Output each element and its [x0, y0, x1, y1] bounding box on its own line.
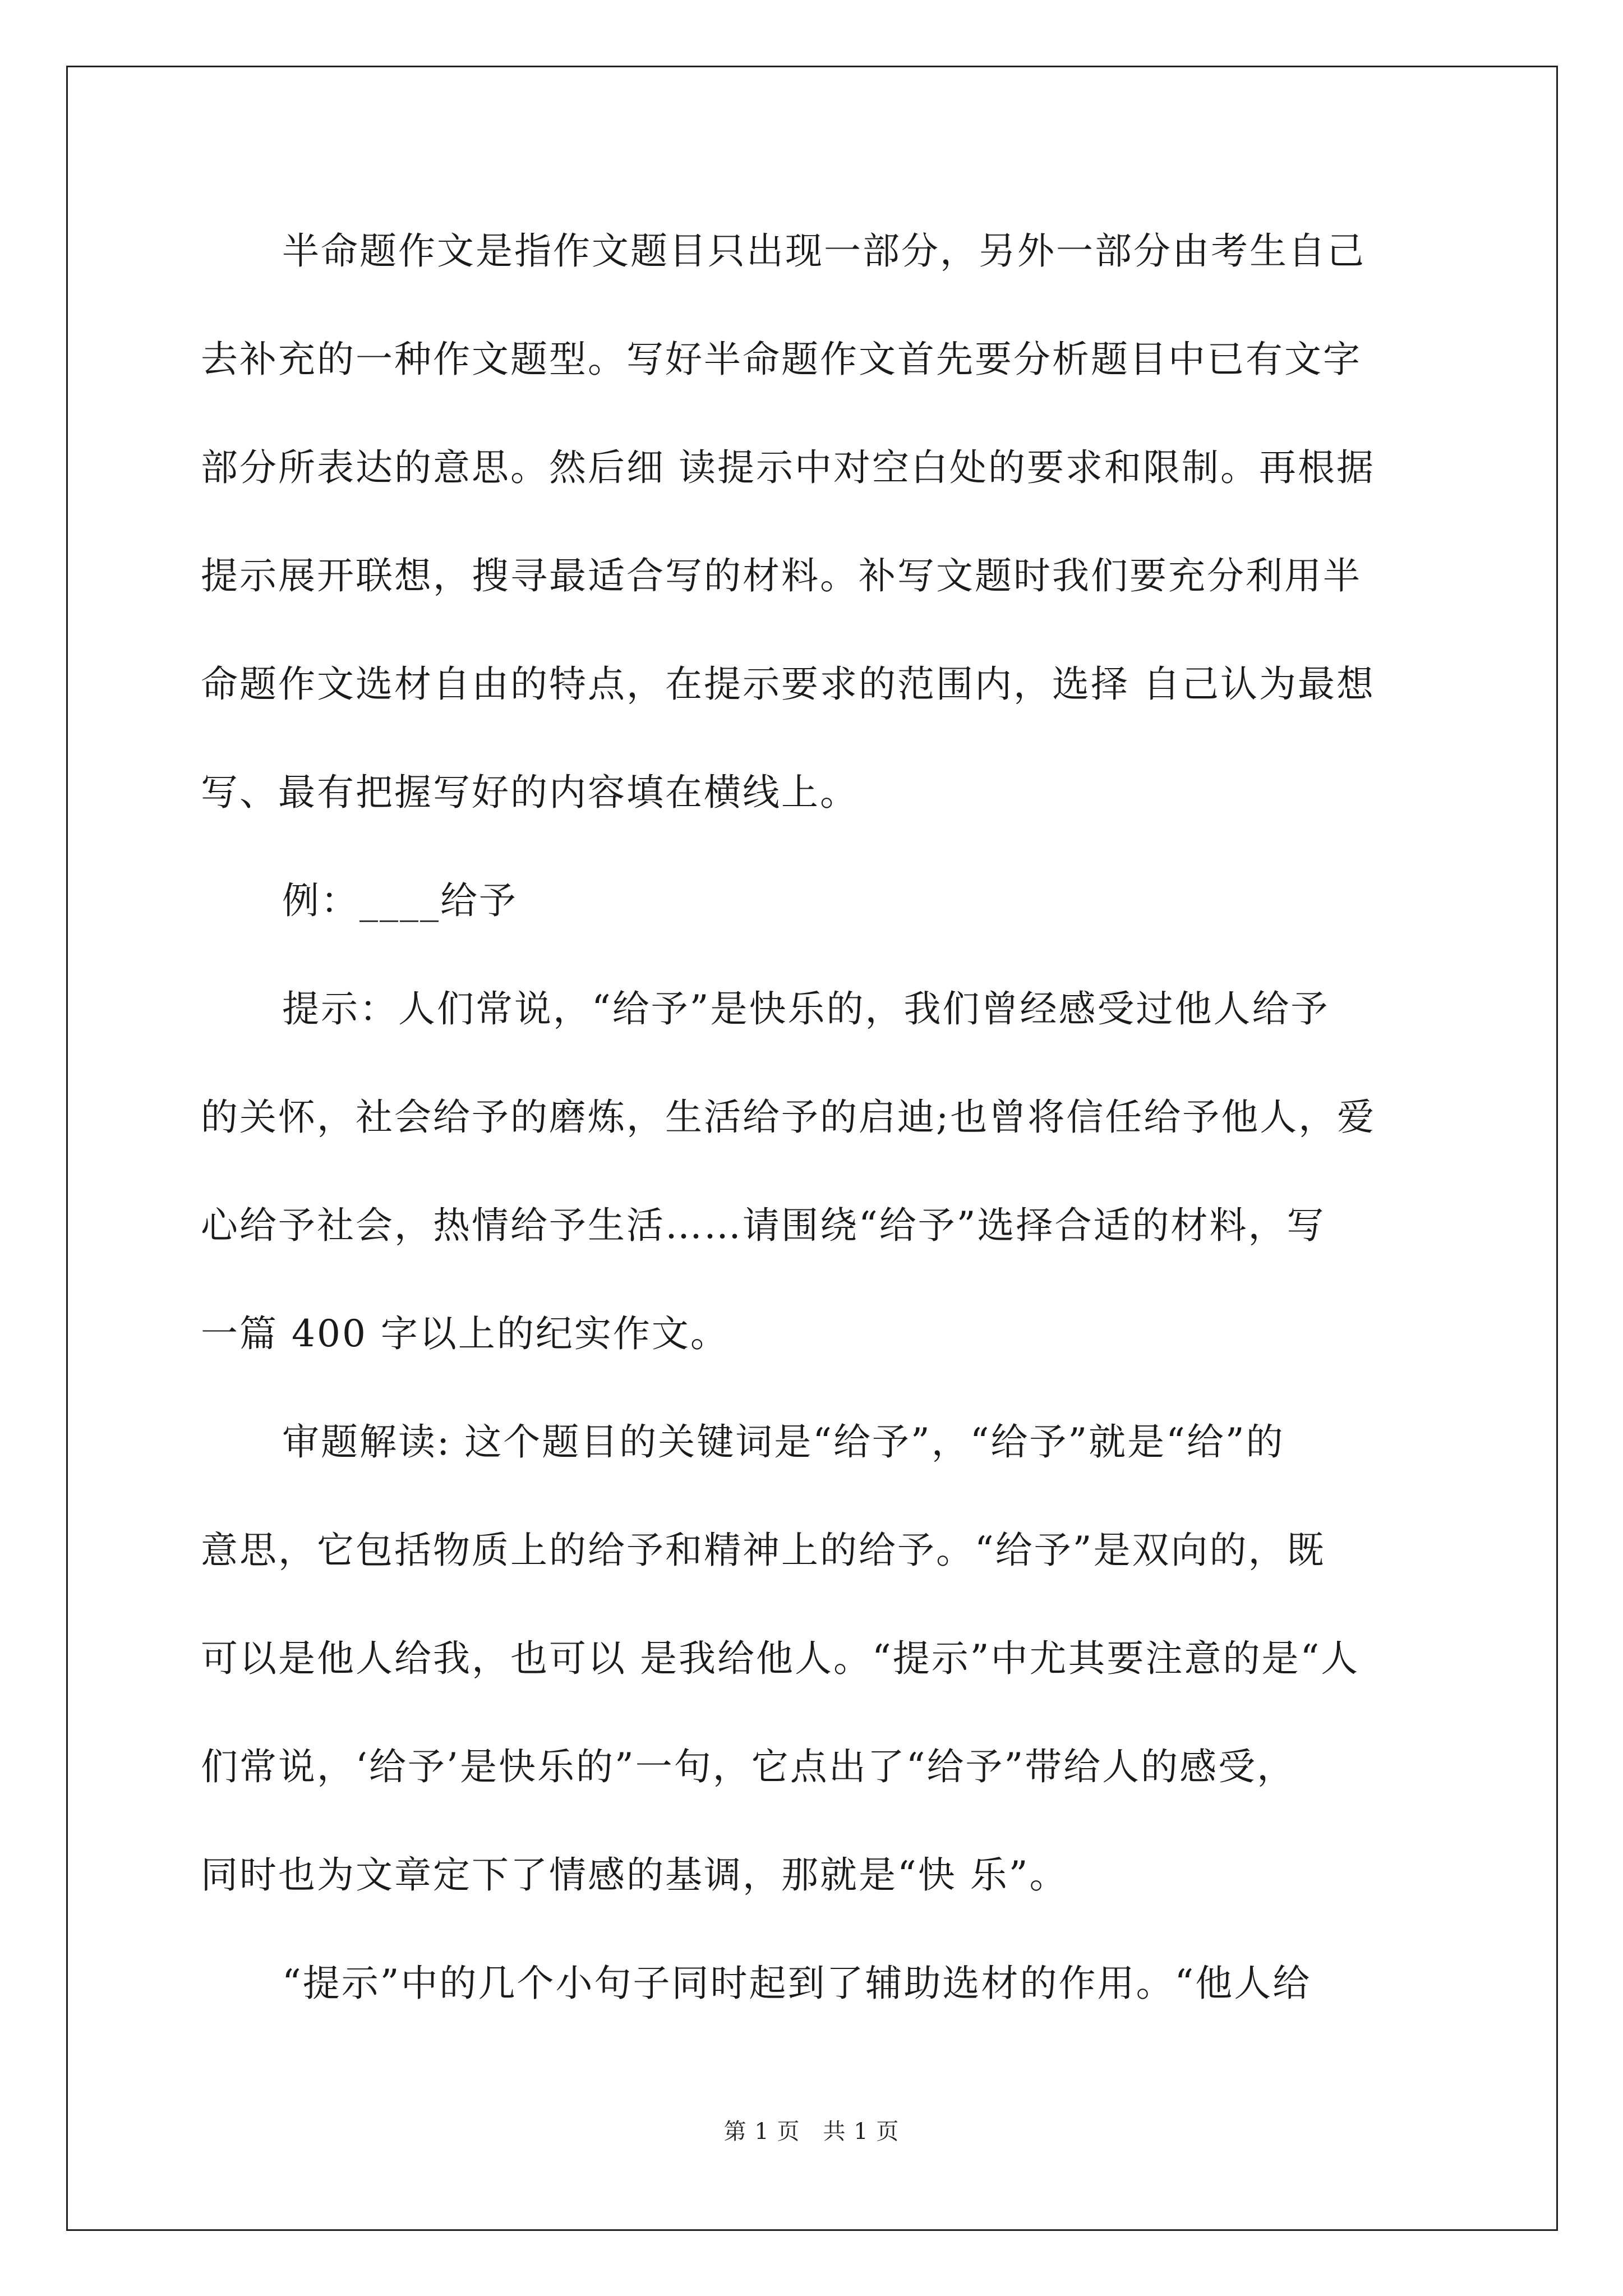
text-line: 提示展开联想，搜寻最适合写的材料。补写文题时我们要充分利用半 [201, 554, 1362, 597]
text-line: 半命题作文是指作文题目只出现一部分，另外一部分由考生自己 [282, 229, 1366, 273]
page-number-footer: 第 1 页 共 1 页 [723, 2119, 900, 2145]
text-line: 写、最有把握写好的内容填在横线上。 [201, 771, 859, 814]
document-body [201, 224, 1435, 2065]
text-line: 可以是他人给我，也可以 是我给他人。“提示”中尤其要注意的是“人 [201, 1637, 1360, 1680]
text-line: 命题作文选材自由的特点，在提示要求的范围内，选择 自己认为最想 [201, 662, 1375, 706]
text-line: 提示：人们常说，“给予”是快乐的，我们曾经感受过他人给予 [282, 987, 1330, 1030]
text-line: 心给予社会，热情给予生活……请围绕“给予”选择合适的材料，写 [201, 1204, 1326, 1247]
text-line: 的关怀，社会给予的磨炼，生活给予的启迪;也曾将信任给予他人，爱 [201, 1096, 1376, 1139]
text-line: 意思，它包括物质上的给予和精神上的给予。“给予”是双向的，既 [201, 1529, 1326, 1572]
text-line: 同时也为文章定下了情感的基调，那就是“快 乐”。 [201, 1853, 1068, 1897]
text-line: 去补充的一种作文题型。写好半命题作文首先要分析题目中已有文字 [201, 338, 1362, 381]
text-line: 审题解读: 这个题目的关键词是“给予”，“给予”就是“给”的 [282, 1420, 1285, 1464]
text-line: 一篇 400 字以上的纪实作文。 [201, 1312, 729, 1355]
text-line: 部分所表达的意思。然后细 读提示中对空白处的要求和限制。再根据 [201, 446, 1375, 489]
text-line: 们常说，‘给予’是快乐的”一句，它点出了“给予”带给人的感受， [201, 1745, 1296, 1788]
example-line: 例：____给予 [282, 879, 518, 922]
text-line: “提示”中的几个小句子同时起到了辅助选材的作用。“他人给 [282, 1962, 1312, 2005]
